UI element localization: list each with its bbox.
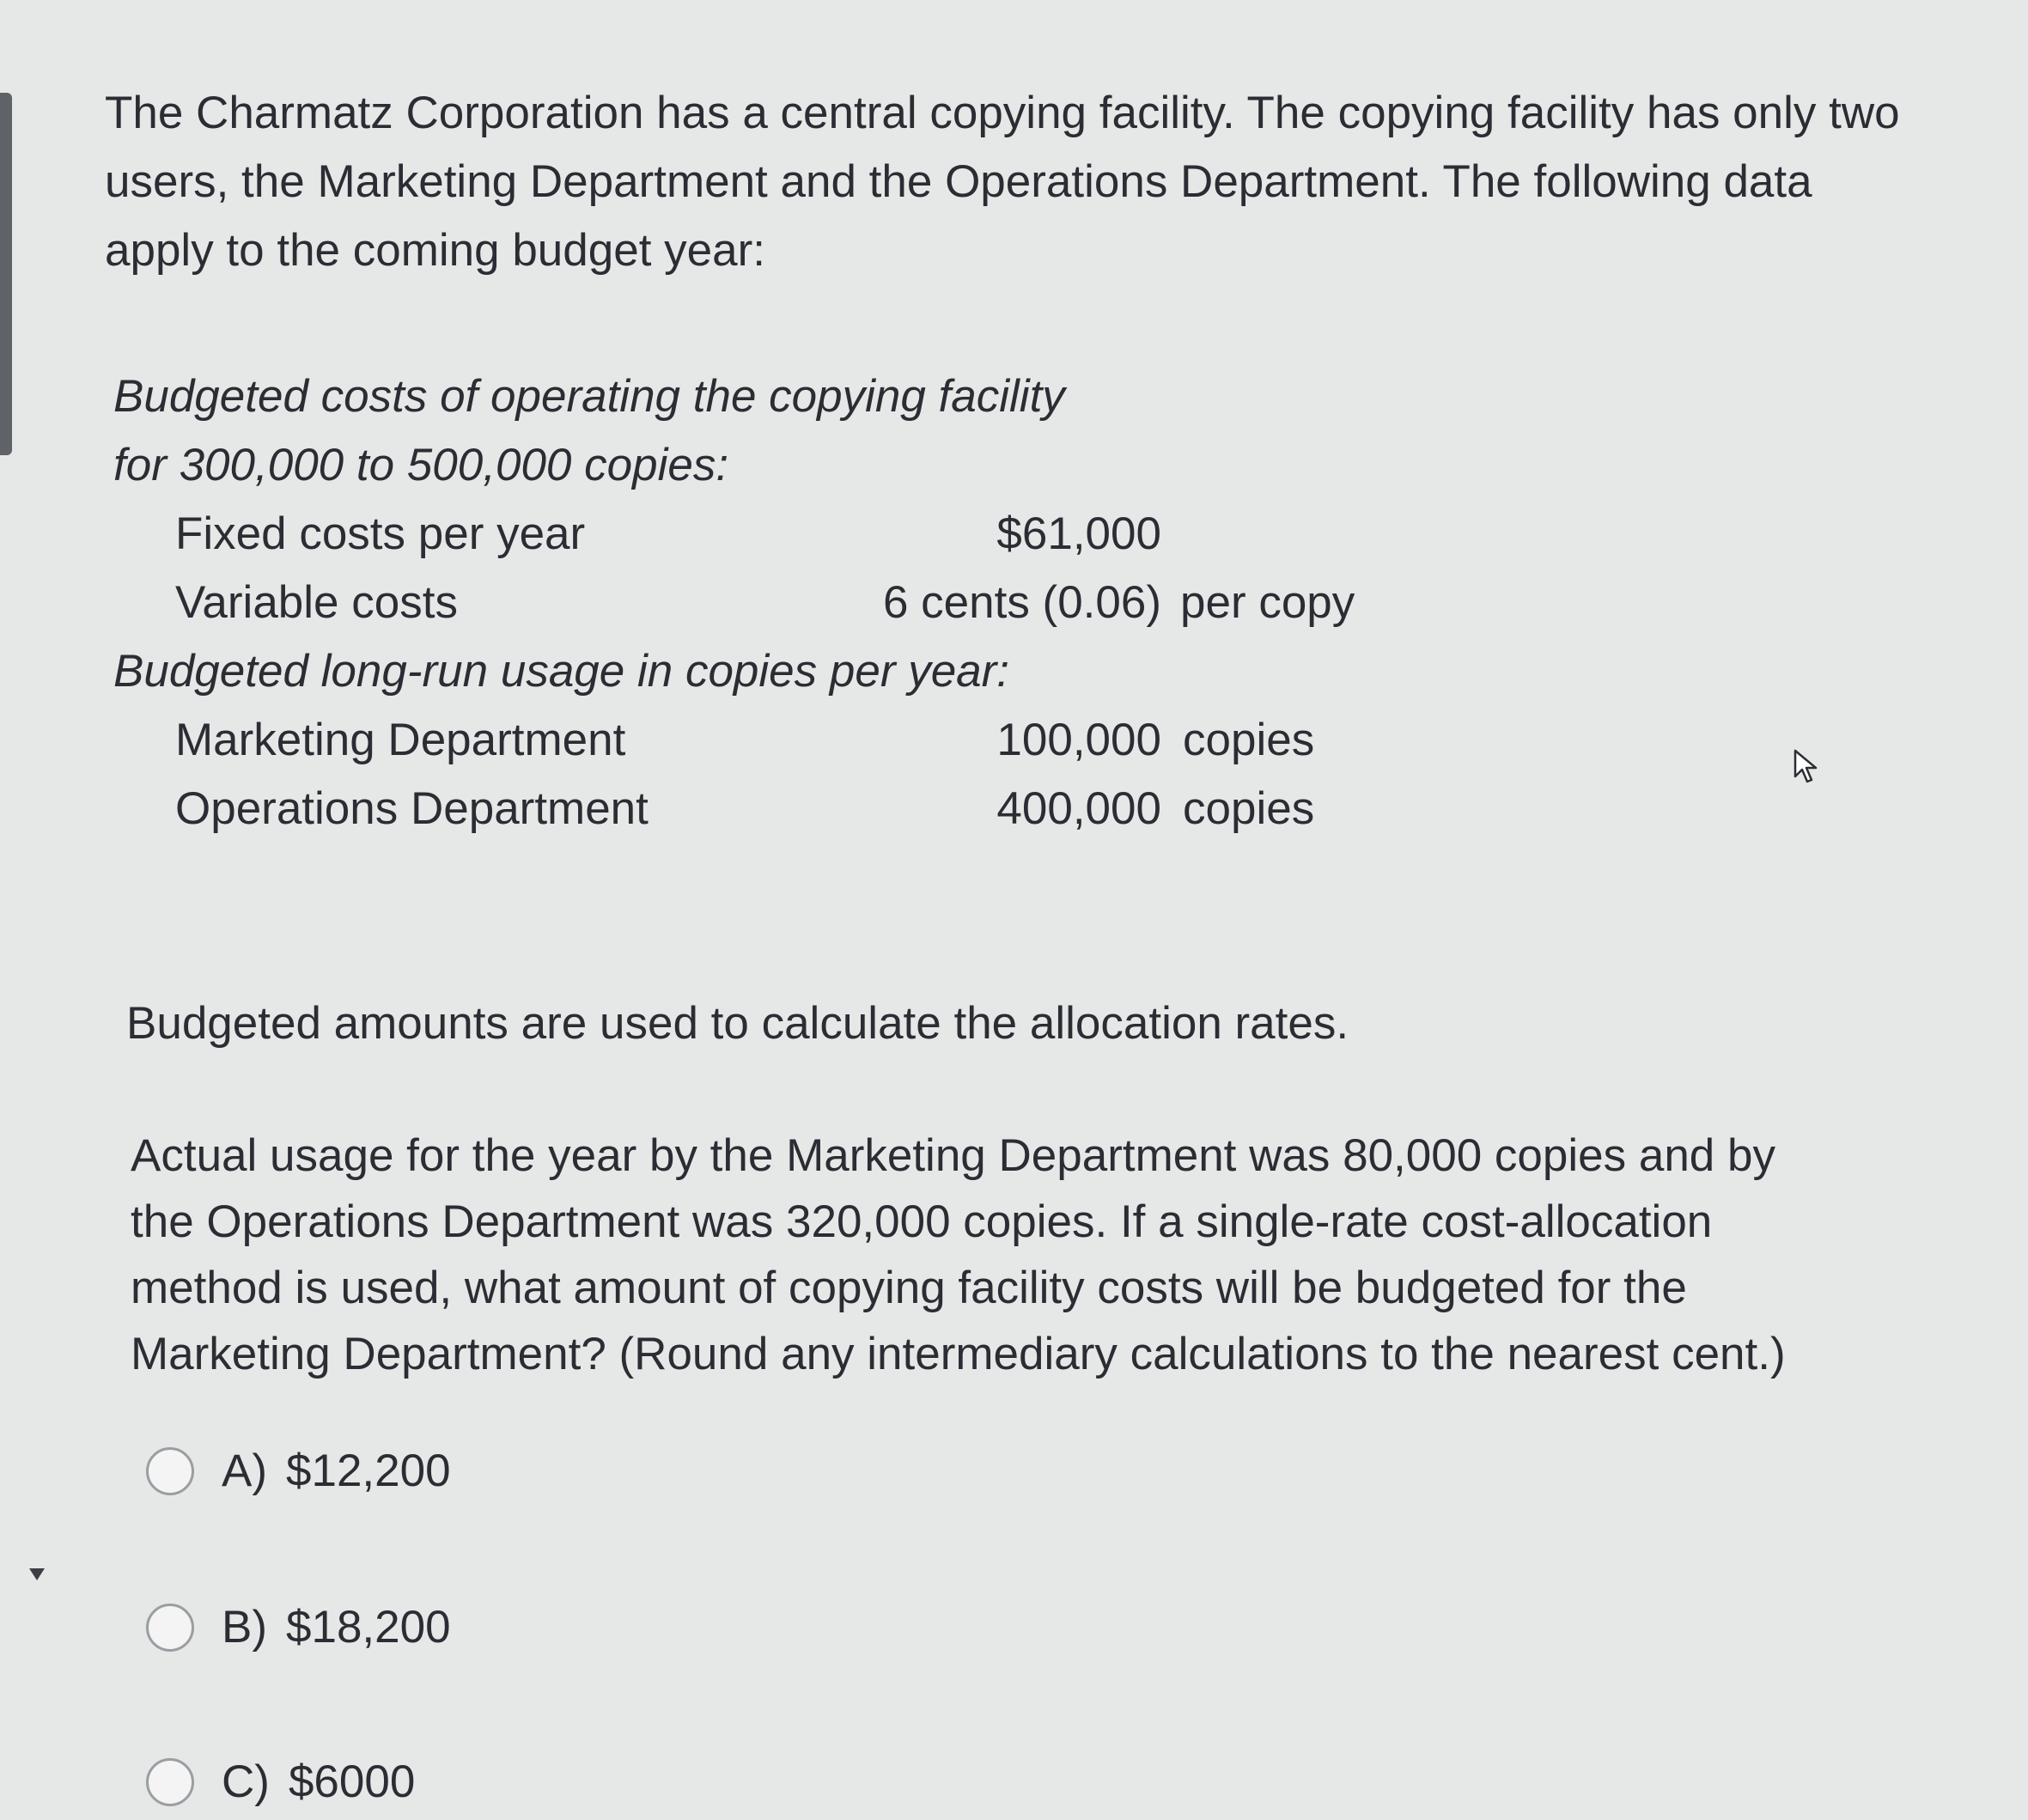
operations-label: Operations Department — [175, 783, 649, 834]
variable-costs-label: Variable costs — [175, 577, 458, 628]
question-prompt: Actual usage for the year by the Marketing Department was 80,000 copies and by the Operations Department was 320,000 copies. If a single-rate cost-allocation method is used, what amount of copying facility costs will be budgeted for the Marketing Department? (Round any intermediary calculations to the nearest cent.) — [131, 1130, 1786, 1379]
operations-value: 400,000 — [996, 783, 1161, 834]
allocation-note: Budgeted amounts are used to calculate the allocation rates. — [126, 998, 1349, 1049]
marketing-unit: copies — [1183, 715, 1315, 765]
variable-costs-unit: per copy — [1180, 577, 1355, 628]
usage-heading: Budgeted long-run usage in copies per year: — [113, 646, 1010, 697]
option-value-c: $6000 — [288, 1756, 416, 1807]
budget-heading-line1: Budgeted costs of operating the copying facility — [113, 371, 1065, 422]
fixed-costs-value: $61,000 — [996, 508, 1161, 559]
option-value-a: $12,200 — [286, 1446, 451, 1496]
answer-option-c[interactable] — [146, 1756, 415, 1808]
variable-costs-value: 6 cents (0.06) — [882, 577, 1161, 628]
fixed-costs-row — [113, 500, 1402, 569]
answer-option-b[interactable] — [146, 1601, 451, 1653]
question-panel — [105, 79, 1917, 1807]
fixed-costs-label: Fixed costs per year — [175, 508, 586, 559]
marketing-label: Marketing Department — [175, 715, 626, 765]
budget-data-block — [113, 362, 1402, 843]
operations-usage-row — [113, 775, 1402, 843]
radio-button-c[interactable] — [146, 1758, 194, 1806]
option-letter-a: A) — [222, 1446, 267, 1496]
mouse-pointer-icon — [1792, 747, 1823, 785]
left-scroll-indicator[interactable] — [0, 93, 12, 455]
operations-unit: copies — [1183, 783, 1315, 834]
option-letter-c: C) — [222, 1756, 270, 1807]
question-intro: The Charmatz Corporation has a central copying facility. The copying facility has only two users, the Marketing Department and the Operations Department. The following data apply to the coming budget year: — [105, 88, 1900, 276]
answer-option-a[interactable] — [146, 1445, 451, 1497]
option-value-b: $18,200 — [286, 1602, 451, 1653]
variable-costs-row — [113, 569, 1402, 637]
option-letter-b: B) — [222, 1602, 267, 1653]
marketing-usage-row — [113, 706, 1402, 775]
radio-button-a[interactable] — [146, 1447, 194, 1495]
triangle-down-icon[interactable] — [29, 1568, 45, 1580]
marketing-value: 100,000 — [996, 715, 1161, 765]
radio-button-b[interactable] — [146, 1604, 194, 1652]
budget-heading-line2: for 300,000 to 500,000 copies: — [113, 440, 729, 490]
